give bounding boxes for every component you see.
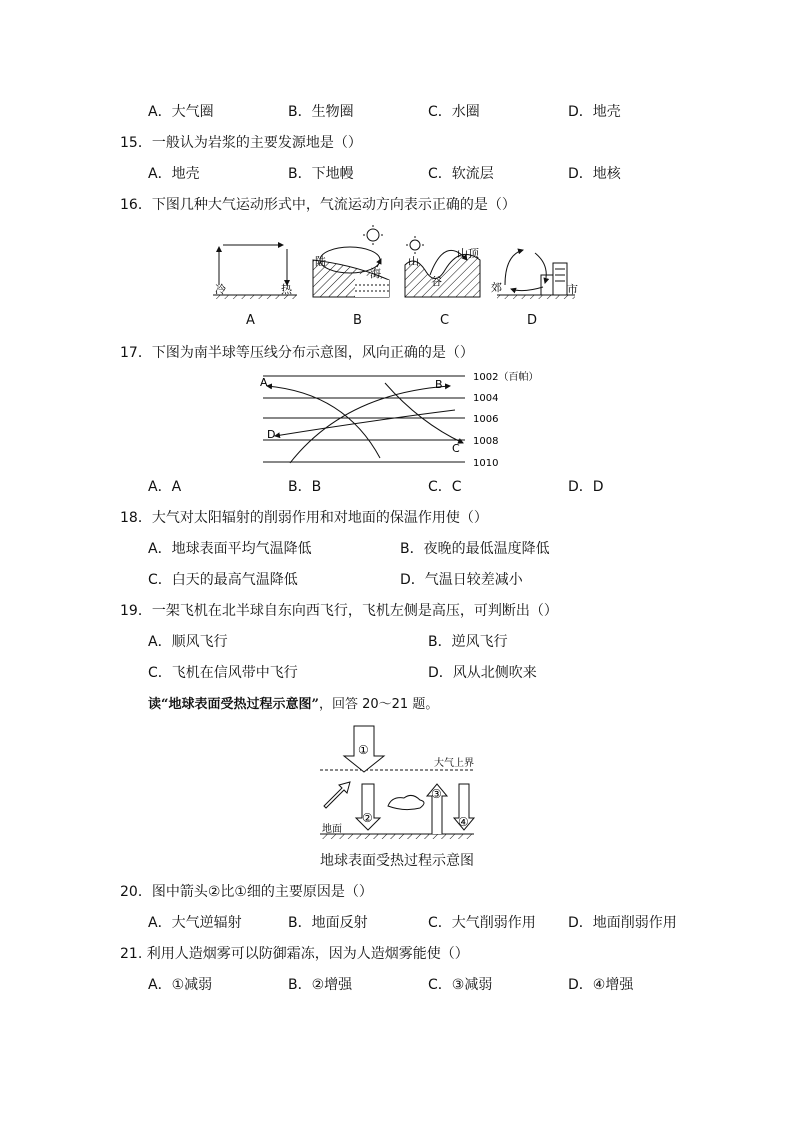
figure-c-mountain-valley-breeze: [405, 236, 480, 297]
label-sea: 海: [370, 267, 381, 280]
label-land: 陆: [315, 255, 326, 268]
q15-option-a: A．地壳: [148, 166, 200, 182]
isobar-label-1008: 1008: [473, 436, 499, 447]
q14-option-a: A．大气圈: [148, 104, 214, 120]
label-peak: 山顶: [457, 247, 479, 260]
q17-option-a: A．A: [148, 479, 182, 495]
q15-stem: 15．一般认为岩浆的主要发源地是（）: [120, 135, 362, 151]
q16-fig-label-d: D: [527, 313, 538, 328]
q18-option-b: B．夜晚的最低温度降低: [400, 541, 550, 557]
figure-b-land-sea-breeze: [313, 225, 389, 297]
marker-3: ③: [431, 787, 442, 801]
q21-option-a: A．①减弱: [148, 977, 213, 993]
q19-option-a: A．顺风飞行: [148, 634, 228, 650]
q18-option-c: C．白天的最高气温降低: [148, 572, 298, 588]
q15-option-b: B．下地幔: [288, 166, 354, 182]
q15-option-d: D．地核: [568, 166, 621, 182]
reading-instruction: [148, 696, 438, 714]
reading-instruction-tail: ，回答 20～21 题。: [318, 697, 439, 712]
arrow-label-c: C: [452, 442, 460, 455]
label-mountain: 山: [408, 255, 419, 268]
q19-option-c: C．飞机在信风带中飞行: [148, 665, 298, 681]
marker-4: ④: [458, 815, 469, 829]
q17-option-b: B．B: [288, 479, 322, 495]
cloud-shape: [388, 795, 424, 809]
label-valley: 谷: [431, 275, 442, 288]
ground-label: 地面: [322, 824, 342, 835]
arrow-label-a: A: [260, 376, 268, 389]
q16-fig-label-c: C: [440, 313, 450, 328]
isobar-label-1002: 1002（百帕）: [473, 372, 539, 383]
q17-stem: 17．下图为南半球等压线分布示意图，风向正确的是（）: [120, 345, 474, 361]
q19-stem: 19．一架飞机在北半球自东向西飞行，飞机左侧是高压，可判断出（）: [120, 603, 558, 619]
q20-option-a: A．大气逆辐射: [148, 915, 242, 931]
heat-process-figure: [312, 722, 482, 842]
q16-figures: [205, 225, 605, 305]
q21-option-d: D．④增强: [568, 977, 634, 993]
q16-fig-label-b: B: [353, 313, 362, 328]
q19-option-d: D．风从北侧吹来: [428, 665, 537, 681]
q16-fig-label-a: A: [246, 313, 255, 328]
figure-a-thermal-circulation: [213, 245, 297, 299]
q20-stem: 20．图中箭头②比①细的主要原因是（）: [120, 884, 373, 900]
marker-2: ②: [362, 811, 373, 825]
q20-option-b: B．地面反射: [288, 915, 368, 931]
q18-option-d: D．气温日较差减小: [400, 572, 523, 588]
q17-option-d: D．D: [568, 479, 604, 495]
isobar-label-1004: 1004: [473, 393, 499, 404]
isobar-label-1006: 1006: [473, 414, 499, 425]
arrow-c: [385, 383, 463, 443]
atmosphere-top-label: 大气上界: [434, 758, 474, 769]
q17-isobar-figure: [255, 368, 555, 468]
q20-option-d: D．地面削弱作用: [568, 915, 677, 931]
marker-1: ①: [358, 743, 369, 757]
q21-stem: 21. 利用人造烟雾可以防御霜冻，因为人造烟雾能使（）: [120, 946, 469, 962]
arrow-label-b: B: [435, 378, 443, 391]
q19-option-b: B．逆风飞行: [428, 634, 508, 650]
q17-option-c: C．C: [428, 479, 462, 495]
arrow-a: [267, 386, 380, 458]
figure-d-urban-heat-island: [491, 250, 578, 299]
label-hot: 热: [281, 283, 292, 296]
arrow-label-d: D: [267, 428, 276, 441]
q21-option-b: B．②增强: [288, 977, 353, 993]
q20-option-c: C．大气削弱作用: [428, 915, 536, 931]
q18-stem: 18．大气对太阳辐射的削弱作用和对地面的保温作用使（）: [120, 510, 488, 526]
q14-option-b: B．生物圈: [288, 104, 354, 120]
q21-option-c: C．③减弱: [428, 977, 493, 993]
reflected-arrow: [324, 782, 350, 808]
heat-figure-caption: 地球表面受热过程示意图: [320, 853, 474, 869]
q14-option-d: D．地壳: [568, 104, 621, 120]
q14-option-c: C．水圈: [428, 104, 480, 120]
reading-instruction-lead: 读“地球表面受热过程示意图”: [148, 697, 319, 712]
isobar-label-1010: 1010: [473, 458, 499, 468]
q16-stem: 16．下图几种大气运动形式中，气流运动方向表示正确的是（）: [120, 197, 516, 213]
q15-option-c: C．软流层: [428, 166, 494, 182]
label-cold: 冷: [215, 283, 226, 296]
label-city: 市: [567, 283, 578, 296]
q18-option-a: A．地球表面平均气温降低: [148, 541, 312, 557]
label-suburb: 郊: [491, 281, 502, 294]
